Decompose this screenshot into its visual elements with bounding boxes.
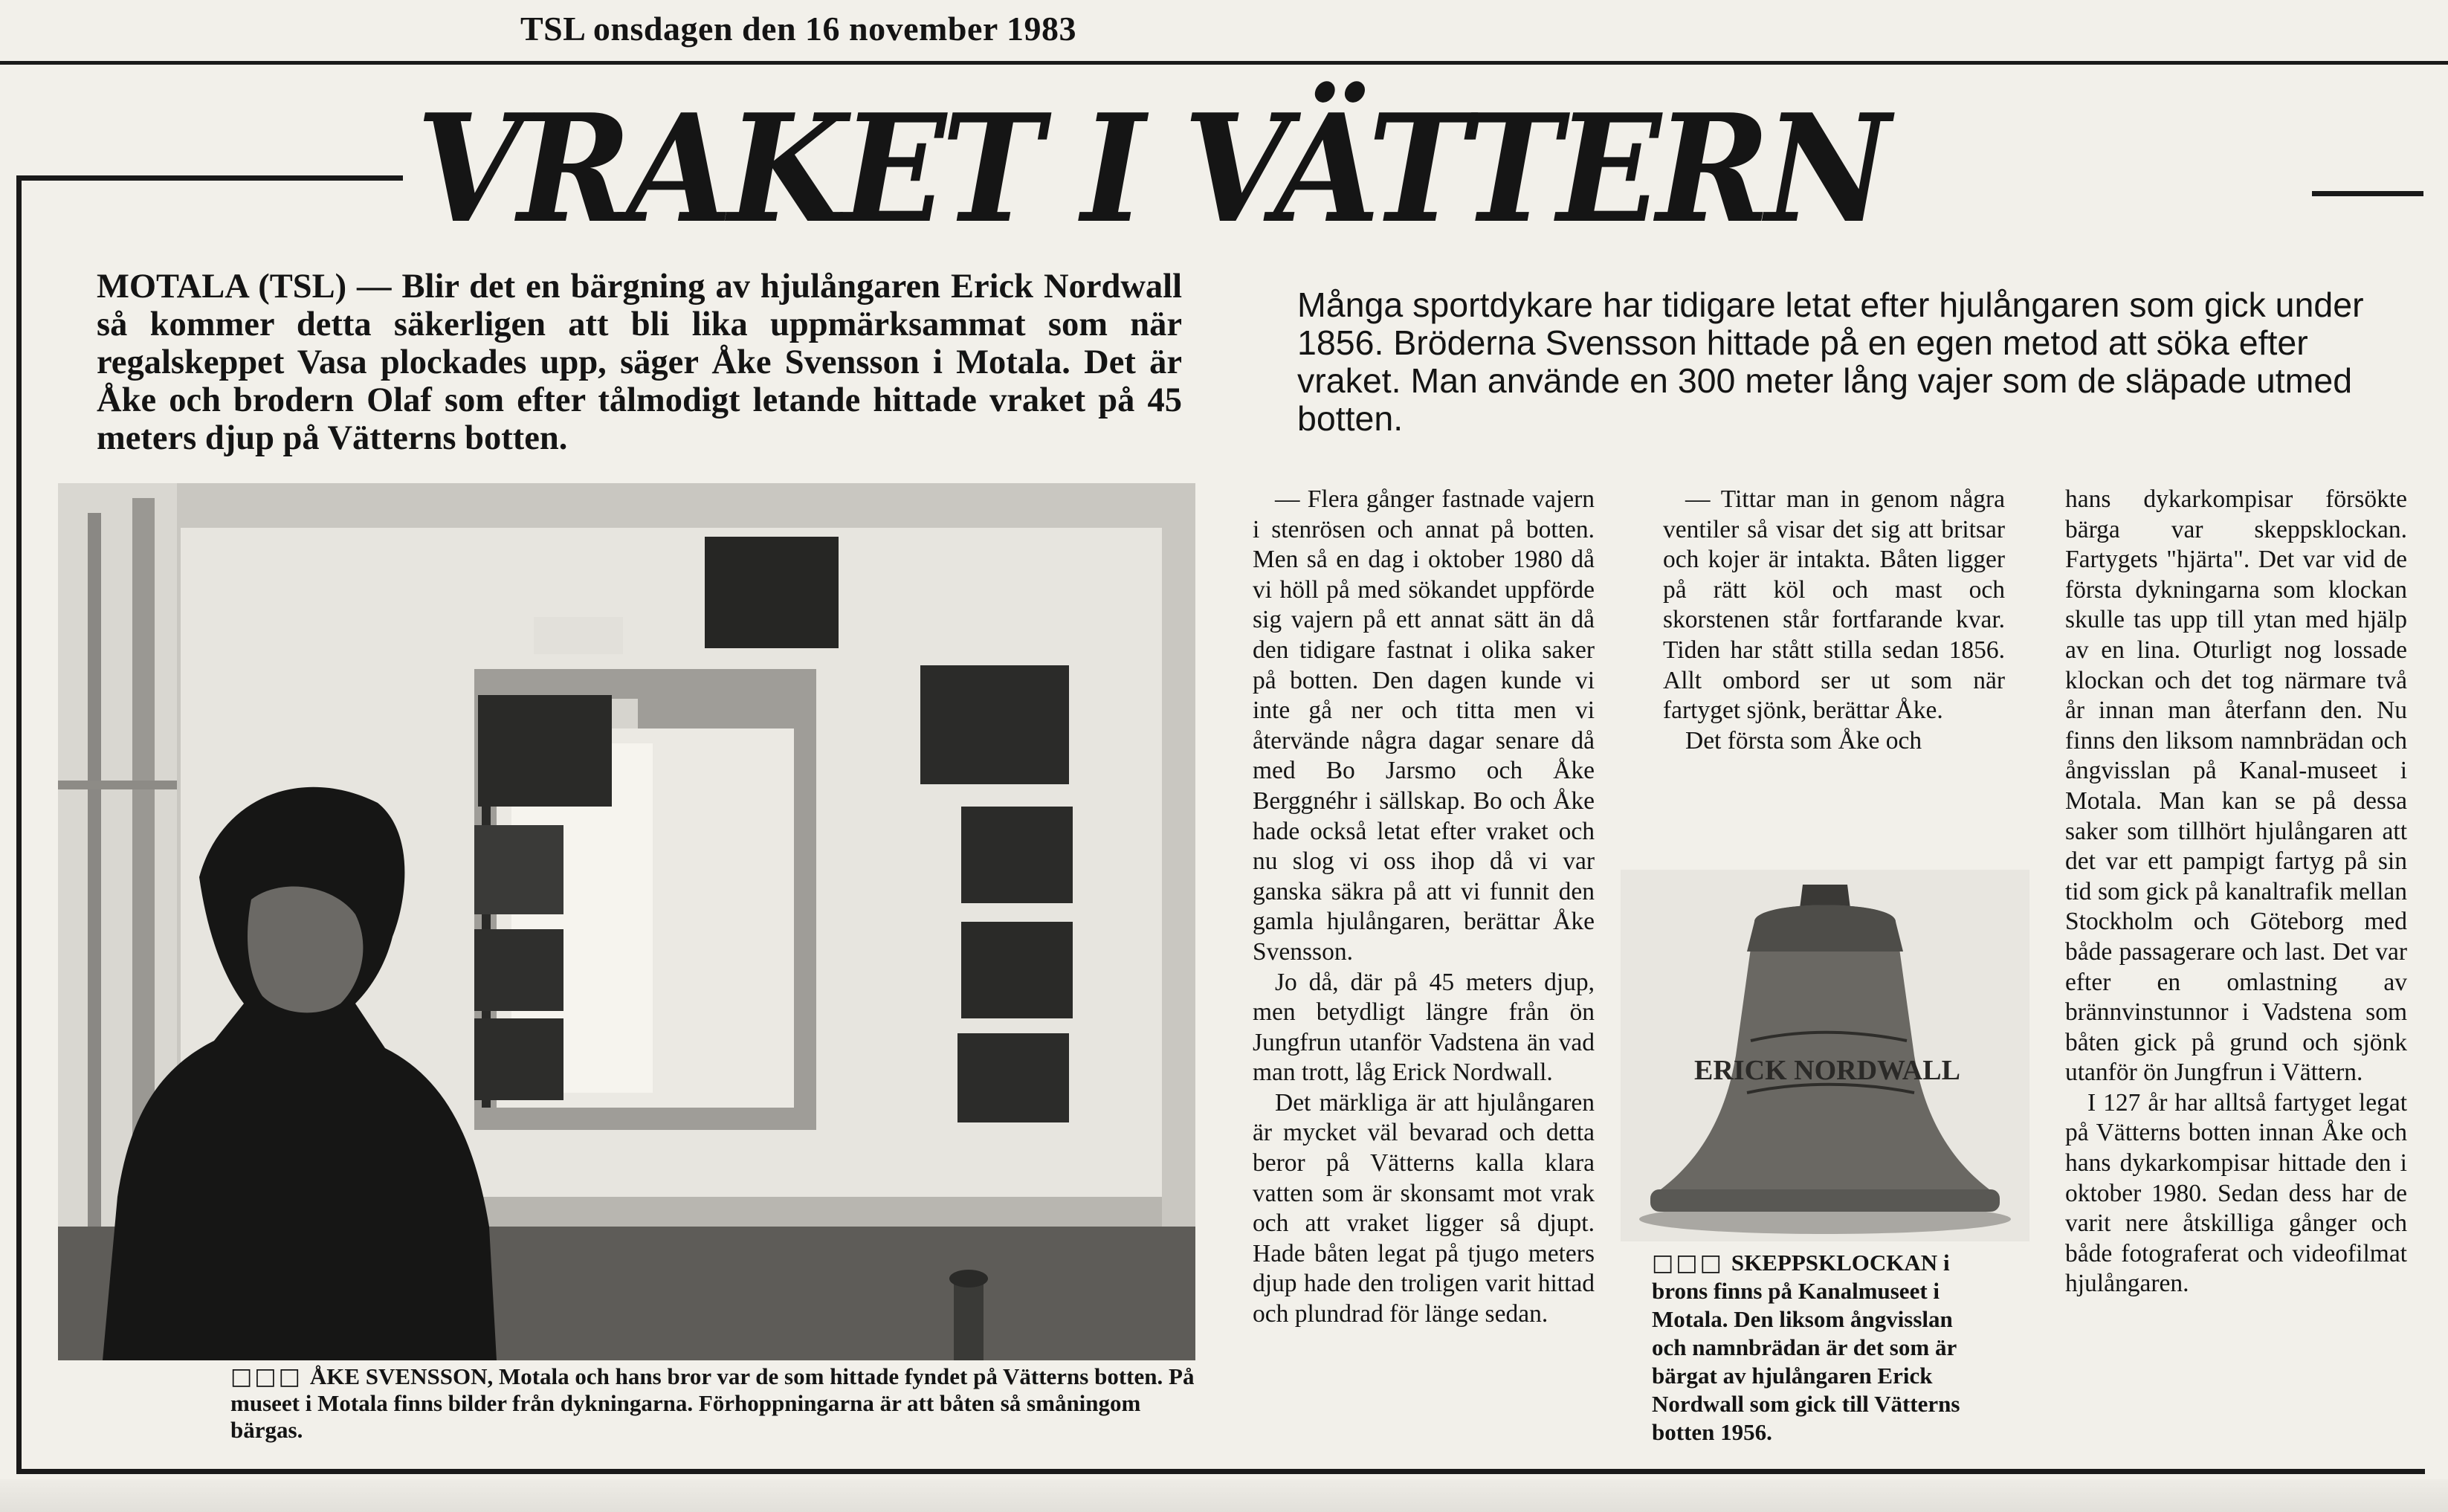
column-3 — [2065, 485, 2407, 1299]
col1-paragraph-3: Det märkliga är att hjulångaren är mycket väl bevarad och detta beror på Vätterns kalla klara vatten som är skonsamt mot vrak och att vraket ligger så djupt. Hade båten legat på tjugo meters djup hade den troligen varit hittad och plundrad för länge sedan. — [1253, 1088, 1595, 1328]
photo-caption — [230, 1363, 1197, 1444]
headline: VRAKET I VÄTTERN — [416, 82, 1886, 256]
photo-caption-text: ÅKE SVENSSON, Motala och hans bror var de som hittade fyndet på Vätterns botten. På museet i Motala finns bilder från dykningarna. Förhoppningarna är att båten så småningom bärgas. — [230, 1363, 1195, 1443]
dateline: TSL onsdagen den 16 november 1983 — [520, 10, 1076, 48]
bell-caption-marker-boxes: □□□ — [1652, 1250, 1724, 1276]
col1-paragraph-2: Jo då, där på 45 meters djup, men betydligt längre från ön Jungfrun utanför Vadstena än vad man trott, låg Erick Nordwall. — [1253, 968, 1595, 1087]
frame-left — [16, 175, 22, 1469]
col2-paragraph-2: Det första som Åke och — [1685, 726, 1922, 755]
col2-paragraph-1: — Tittar man in genom några ventiler så visar det sig att britsar och kojer är intakta. Båten ligger på rätt köl och mast och skorstenen står fortfarande kvar. Tiden har stått stilla sedan 1856. Allt ombord ser ut som när fartyget sjönk, berättar Åke. — [1663, 485, 2005, 725]
bottom-rule — [16, 1469, 2425, 1474]
column-1 — [1253, 485, 1595, 1330]
column-2 — [1663, 485, 2005, 756]
col3-paragraph-1: hans dykarkompisar försökte bärga var skeppsklockan. Fartygets "hjärta". Det var vid de första dykningarna som klockan skulle tas upp till ytan med hjälp av en lina. Oturligt nog lossade klockan och det tog närmare två år innan man återfann den. Nu finns den liksom namnbrädan och ångvisslan på Kanal-museet i Motala. Man kan se på dessa saker som tillhört hjulångaren att det var ett pampigt fartyg på sin tid som gick på kanaltrafik mellan Stockholm och Göteborg med både passagerare och last. Det var efter en omlastning av brännvinstunnor i Vadstena som båten gick på grund och sjönk utanför ön Jungfrun i Vättern. — [2065, 485, 2407, 1087]
page-edge — [0, 1479, 2448, 1512]
col3-paragraph-2: I 127 år har alltså fartyget legat på Vätterns botten innan Åke och hans dykarkompisar hittade den i oktober 1980. Sedan dess har de varit nere åtskilliga gånger och både fotograferat och videofilmat hjulångaren. — [2065, 1088, 2407, 1298]
bell-caption — [1652, 1249, 1979, 1447]
caption-marker-boxes: □□□ — [230, 1363, 303, 1390]
bell-caption-text: SKEPPSKLOCKAN i brons finns på Kanalmuseet i Motala. Den liksom ångvisslan och namnbrädan är det som är bärgat av hjulångaren Erick Nordwall som gick till Vätterns botten 1956. — [1652, 1250, 1960, 1445]
lead-paragraph-left: MOTALA (TSL) — Blir det en bärgning av hjulångaren Erick Nordwall så kommer detta säkerligen att bli lika uppmärksammat som när regalskeppet Vasa plockades upp, säger Åke Svensson i Motala. Det är Åke och brodern Olaf som efter tålmodigt letande hittade vraket på 45 meters djup på Vätterns botten. — [97, 268, 1182, 457]
frame-top-left — [16, 175, 403, 181]
frame-top-right — [2312, 191, 2423, 196]
top-rule — [0, 61, 2448, 65]
exhibition-photo — [58, 483, 1195, 1360]
col1-paragraph-1: — Flera gånger fastnade vajern i stenrösen och annat på botten. Men så en dag i oktober 1980 då vi höll på med sökandet uppförde sig vajern på ett annat sätt än då den tidigare fastnat i olika saker på botten. Den dagen kunde vi inte gå ner och titta men vi återvände några dagar senare då med Bo Jarsmo och Åke Berggnéhr i sällskap. Bo och Åke hade också letat efter vraket och nu slog vi oss ihop då vi var ganska säkra på att vi funnit den gamla hjulångaren, berättar Åke Svensson. — [1253, 485, 1595, 966]
bell-inscription: ERICK NORDWALL — [1694, 1055, 1960, 1086]
ship-bell-photo — [1621, 870, 2029, 1241]
lead-paragraph-right: Många sportdykare har tidigare letat efter hjulångaren som gick under 1856. Bröderna Svensson hittade på en egen metod att söka efter vraket. Man använde en 300 meter lång vajer som de släpade utmed botten. — [1297, 285, 2364, 438]
